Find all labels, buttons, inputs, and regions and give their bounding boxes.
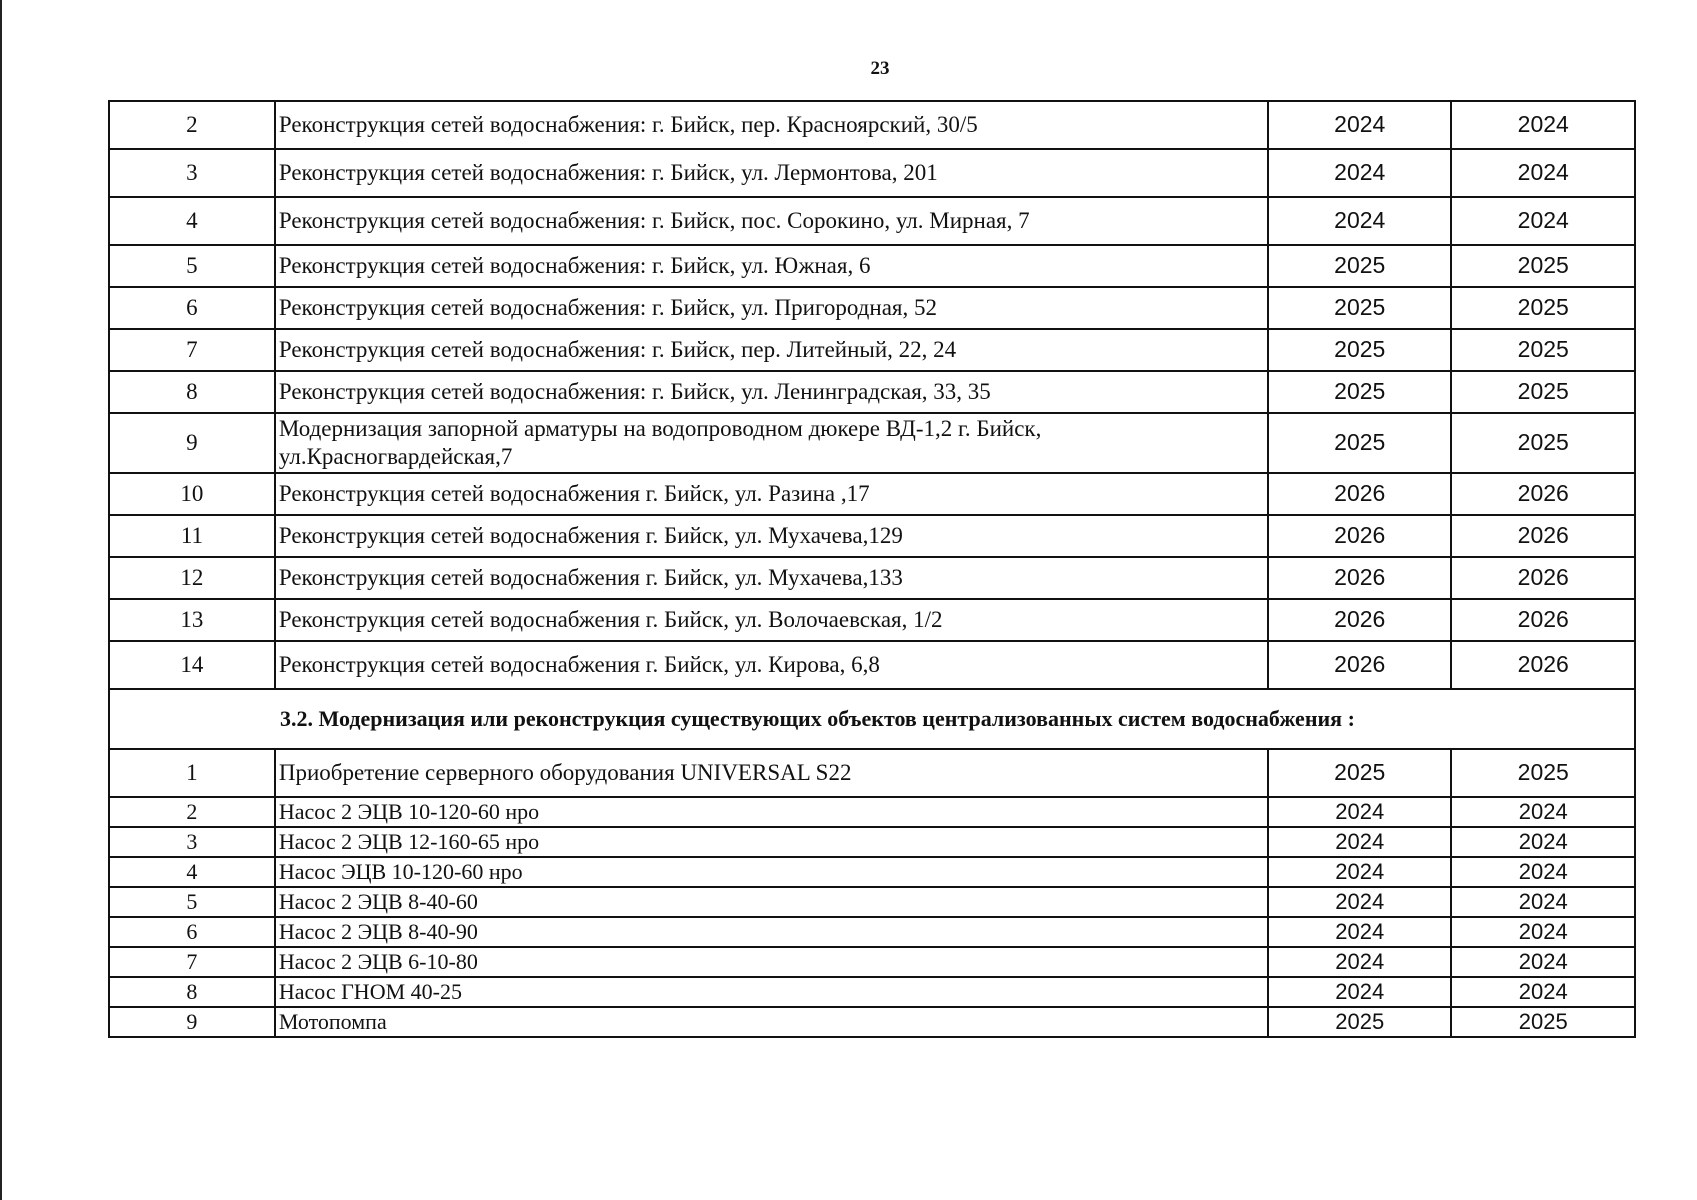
table-row [109, 887, 1635, 917]
row-start-year: 2024 [1268, 857, 1451, 887]
row-start-year: 2025 [1268, 371, 1451, 413]
row-start-year: 2024 [1268, 917, 1451, 947]
row-description: Насос 2 ЭЦВ 8-40-60 [275, 887, 1268, 917]
row-number: 8 [109, 371, 275, 413]
row-number: 10 [109, 473, 275, 515]
page-left-edge [0, 0, 2, 1200]
row-start-year: 2025 [1268, 329, 1451, 371]
row-description: Насос 2 ЭЦВ 12-160-65 нро [275, 827, 1268, 857]
row-number: 3 [109, 827, 275, 857]
row-description: Реконструкция сетей водоснабжения: г. Бийск, ул. Южная, 6 [275, 245, 1268, 287]
row-number: 7 [109, 329, 275, 371]
table-row [109, 197, 1635, 245]
row-number: 4 [109, 197, 275, 245]
row-start-year: 2025 [1268, 245, 1451, 287]
row-description: Приобретение серверного оборудования UNIVERSAL S22 [275, 749, 1268, 797]
row-start-year: 2026 [1268, 515, 1451, 557]
row-description: Реконструкция сетей водоснабжения: г. Бийск, ул. Ленинградская, 33, 35 [275, 371, 1268, 413]
row-description: Насос 2 ЭЦВ 8-40-90 [275, 917, 1268, 947]
row-description: Реконструкция сетей водоснабжения: г. Бийск, пос. Сорокино, ул. Мирная, 7 [275, 197, 1268, 245]
table-row [109, 641, 1635, 689]
row-end-year: 2024 [1451, 917, 1635, 947]
table-row [109, 749, 1635, 797]
row-end-year: 2024 [1451, 827, 1635, 857]
row-end-year: 2026 [1451, 599, 1635, 641]
table-row [109, 473, 1635, 515]
row-number: 1 [109, 749, 275, 797]
table-row [109, 245, 1635, 287]
row-end-year: 2024 [1451, 101, 1635, 149]
row-description: Насос ГНОМ 40-25 [275, 977, 1268, 1007]
row-end-year: 2026 [1451, 473, 1635, 515]
row-end-year: 2025 [1451, 749, 1635, 797]
row-number: 4 [109, 857, 275, 887]
table-row [109, 413, 1635, 473]
row-start-year: 2026 [1268, 557, 1451, 599]
row-description: Насос 2 ЭЦВ 10-120-60 нро [275, 797, 1268, 827]
table-row [109, 1007, 1635, 1037]
row-start-year: 2024 [1268, 197, 1451, 245]
row-description: Насос ЭЦВ 10-120-60 нро [275, 857, 1268, 887]
row-description: Насос 2 ЭЦВ 6-10-80 [275, 947, 1268, 977]
table-row [109, 287, 1635, 329]
table-row [109, 599, 1635, 641]
table-row [109, 149, 1635, 197]
row-start-year: 2024 [1268, 797, 1451, 827]
row-start-year: 2026 [1268, 473, 1451, 515]
row-description: Реконструкция сетей водоснабжения: г. Бийск, ул. Лермонтова, 201 [275, 149, 1268, 197]
row-number: 2 [109, 101, 275, 149]
row-start-year: 2024 [1268, 101, 1451, 149]
section-heading-row [109, 689, 1635, 749]
row-start-year: 2025 [1268, 287, 1451, 329]
row-description [275, 413, 1268, 473]
row-end-year: 2025 [1451, 287, 1635, 329]
row-number: 11 [109, 515, 275, 557]
row-number: 5 [109, 887, 275, 917]
row-description-line-1: Модернизация запорной арматуры на водопроводном дюкере ВД-1,2 г. Бийск, [278, 416, 1042, 442]
row-number: 2 [109, 797, 275, 827]
row-end-year: 2024 [1451, 197, 1635, 245]
row-number: 6 [109, 287, 275, 329]
table-row [109, 857, 1635, 887]
row-number: 5 [109, 245, 275, 287]
row-end-year: 2026 [1451, 641, 1635, 689]
row-number: 7 [109, 947, 275, 977]
table-row [109, 101, 1635, 149]
row-number: 13 [109, 599, 275, 641]
row-end-year: 2024 [1451, 887, 1635, 917]
row-start-year: 2024 [1268, 827, 1451, 857]
row-end-year: 2026 [1451, 515, 1635, 557]
row-end-year: 2026 [1451, 557, 1635, 599]
row-end-year: 2024 [1451, 857, 1635, 887]
row-description: Реконструкция сетей водоснабжения г. Бийск, ул. Мухачева,129 [275, 515, 1268, 557]
row-end-year: 2025 [1451, 413, 1635, 473]
row-end-year: 2025 [1451, 245, 1635, 287]
table-row [109, 557, 1635, 599]
table-row [109, 917, 1635, 947]
row-description-line-2: ул.Красногвардейская,7 [278, 444, 513, 469]
measures-table [108, 100, 1636, 1038]
row-start-year: 2024 [1268, 947, 1451, 977]
row-end-year: 2024 [1451, 149, 1635, 197]
row-start-year: 2025 [1268, 413, 1451, 473]
row-start-year: 2024 [1268, 887, 1451, 917]
row-number: 12 [109, 557, 275, 599]
table-row [109, 797, 1635, 827]
row-number: 9 [109, 413, 275, 473]
row-end-year: 2025 [1451, 329, 1635, 371]
row-description: Реконструкция сетей водоснабжения: г. Бийск, пер. Красноярский, 30/5 [275, 101, 1268, 149]
row-number: 8 [109, 977, 275, 1007]
row-start-year: 2025 [1268, 1007, 1451, 1037]
row-start-year: 2024 [1268, 977, 1451, 1007]
row-description: Реконструкция сетей водоснабжения: г. Бийск, ул. Пригородная, 52 [275, 287, 1268, 329]
table-row [109, 827, 1635, 857]
table-row [109, 329, 1635, 371]
row-end-year: 2025 [1451, 1007, 1635, 1037]
table-row [109, 947, 1635, 977]
page-number: 23 [870, 58, 890, 79]
row-start-year: 2024 [1268, 149, 1451, 197]
row-number: 9 [109, 1007, 275, 1037]
row-description: Реконструкция сетей водоснабжения г. Бийск, ул. Разина ,17 [275, 473, 1268, 515]
row-description: Мотопомпа [275, 1007, 1268, 1037]
section-title: 3.2. Модернизация или реконструкция существующих объектов централизованных систем водоснабжения : [109, 689, 1635, 749]
row-description: Реконструкция сетей водоснабжения г. Бийск, ул. Кирова, 6,8 [275, 641, 1268, 689]
table-row [109, 977, 1635, 1007]
row-end-year: 2025 [1451, 371, 1635, 413]
table-row [109, 515, 1635, 557]
row-start-year: 2026 [1268, 599, 1451, 641]
row-number: 6 [109, 917, 275, 947]
row-start-year: 2025 [1268, 749, 1451, 797]
row-end-year: 2024 [1451, 947, 1635, 977]
row-end-year: 2024 [1451, 797, 1635, 827]
row-end-year: 2024 [1451, 977, 1635, 1007]
row-description: Реконструкция сетей водоснабжения г. Бийск, ул. Волочаевская, 1/2 [275, 599, 1268, 641]
row-description: Реконструкция сетей водоснабжения г. Бийск, ул. Мухачева,133 [275, 557, 1268, 599]
row-description: Реконструкция сетей водоснабжения: г. Бийск, пер. Литейный, 22, 24 [275, 329, 1268, 371]
table-row [109, 371, 1635, 413]
row-start-year: 2026 [1268, 641, 1451, 689]
row-number: 3 [109, 149, 275, 197]
row-number: 14 [109, 641, 275, 689]
